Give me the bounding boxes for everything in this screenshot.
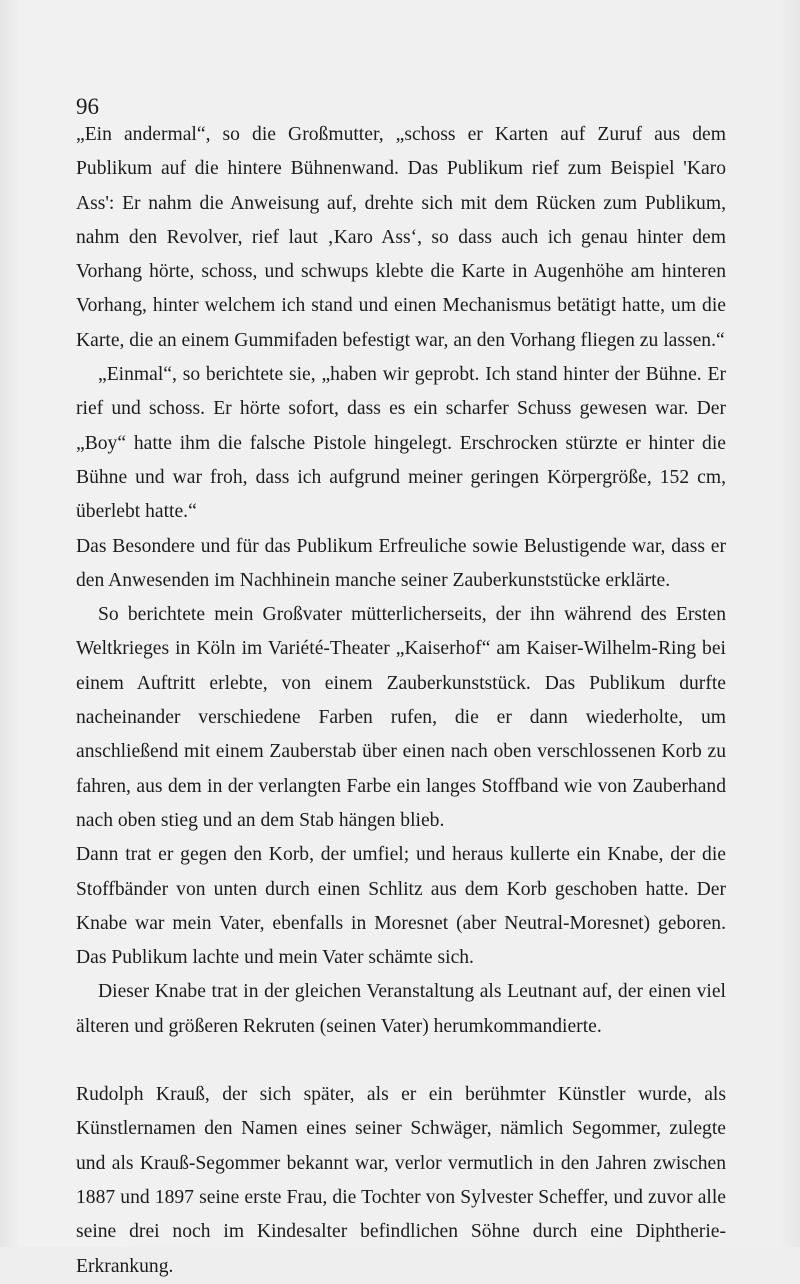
paragraph: „Einmal“, so berichtete sie, „haben wir geprobt. Ich stand hinter der Bühne. Er rief und schoss. Er hörte sofort, dass es ein scharfer Schuss gewesen war. Der „Boy“ hatte ihm die falsche Pistole hingelegt. Erschrocken stürzte er hinter die Bühne und war froh, dass ich aufgrund meiner geringen Körpergröße, 152 cm, überlebt hatte.“ xyxy=(76,364,726,523)
paragraph: Das Besondere und für das Publikum Erfreuliche sowie Belustigende war, dass er den Anwesenden im Nachhinein manche seiner Zauberkunststücke erklärte. xyxy=(76,535,726,591)
paragraph: Dann trat er gegen den Korb, der umfiel; und heraus kullerte ein Knabe, der die Stoffbänder von unten durch einen Schlitz aus dem Korb geschoben hatte. Der Knabe war mein Vater, ebenfalls in Moresnet (aber Neutral-Moresnet) geboren. Das Publikum lachte und mein Vater schämte sich. xyxy=(76,844,726,969)
paragraph: Dieser Knabe trat in der gleichen Veranstaltung als Leutnant auf, der einen viel älteren und größeren Rekruten (seinen Vater) herumkommandierte. xyxy=(76,981,726,1037)
paragraph: So berichtete mein Großvater mütterlicherseits, der ihn während des Ersten Weltkrieges in Köln im Variété-Theater „Kaiserhof“ am Kaiser-Wilhelm-Ring bei einem Auftritt erlebte, von einem Zauberkunststück. Das Publikum durfte nacheinander verschiedene Farben rufen, die er dann wiederholte, um anschließend mit einem Zauberstab über einen nach oben verschlossenen Korb zu fahren, aus dem in der verlangten Farbe ein langes Stoffband wie von Zauberhand nach oben stieg und an dem Stab hängen blieb. xyxy=(76,604,726,831)
page-number: 96 xyxy=(76,94,99,119)
body-text xyxy=(76,118,726,1284)
paragraph: „Ein andermal“, so die Großmutter, „schoss er Karten auf Zuruf aus dem Publikum auf die hintere Bühnenwand. Das Publikum rief zum Beispiel 'Karo Ass': Er nahm die Anweisung auf, drehte sich mit dem Rücken zum Publikum, nahm den Revolver, rief laut ‚Karo Ass‘, so dass auch ich genau hinter dem Vorhang hörte, schoss, und schwups klebte die Karte in Augenhöhe am hinteren Vorhang, hinter welchem ich stand und einen Mechanismus betätigt hatte, um die Karte, die an einem Gummifaden befestigt war, an den Vorhang fliegen zu lassen.“ xyxy=(76,124,726,351)
paragraph: Rudolph Krauß, der sich später, als er ein berühmter Künstler wurde, als Künstlernamen den Namen eines seiner Schwäger, nämlich Segommer, zulegte und als Krauß-Segommer bekannt war, verlor vermutlich in den Jahren zwischen 1887 und 1897 seine erste Frau, die Tochter von Sylvester Scheffer, und zuvor alle seine drei noch im Kindesalter befindlichen Söhne durch eine Diphtherie-Erkrankung. xyxy=(76,1084,726,1277)
